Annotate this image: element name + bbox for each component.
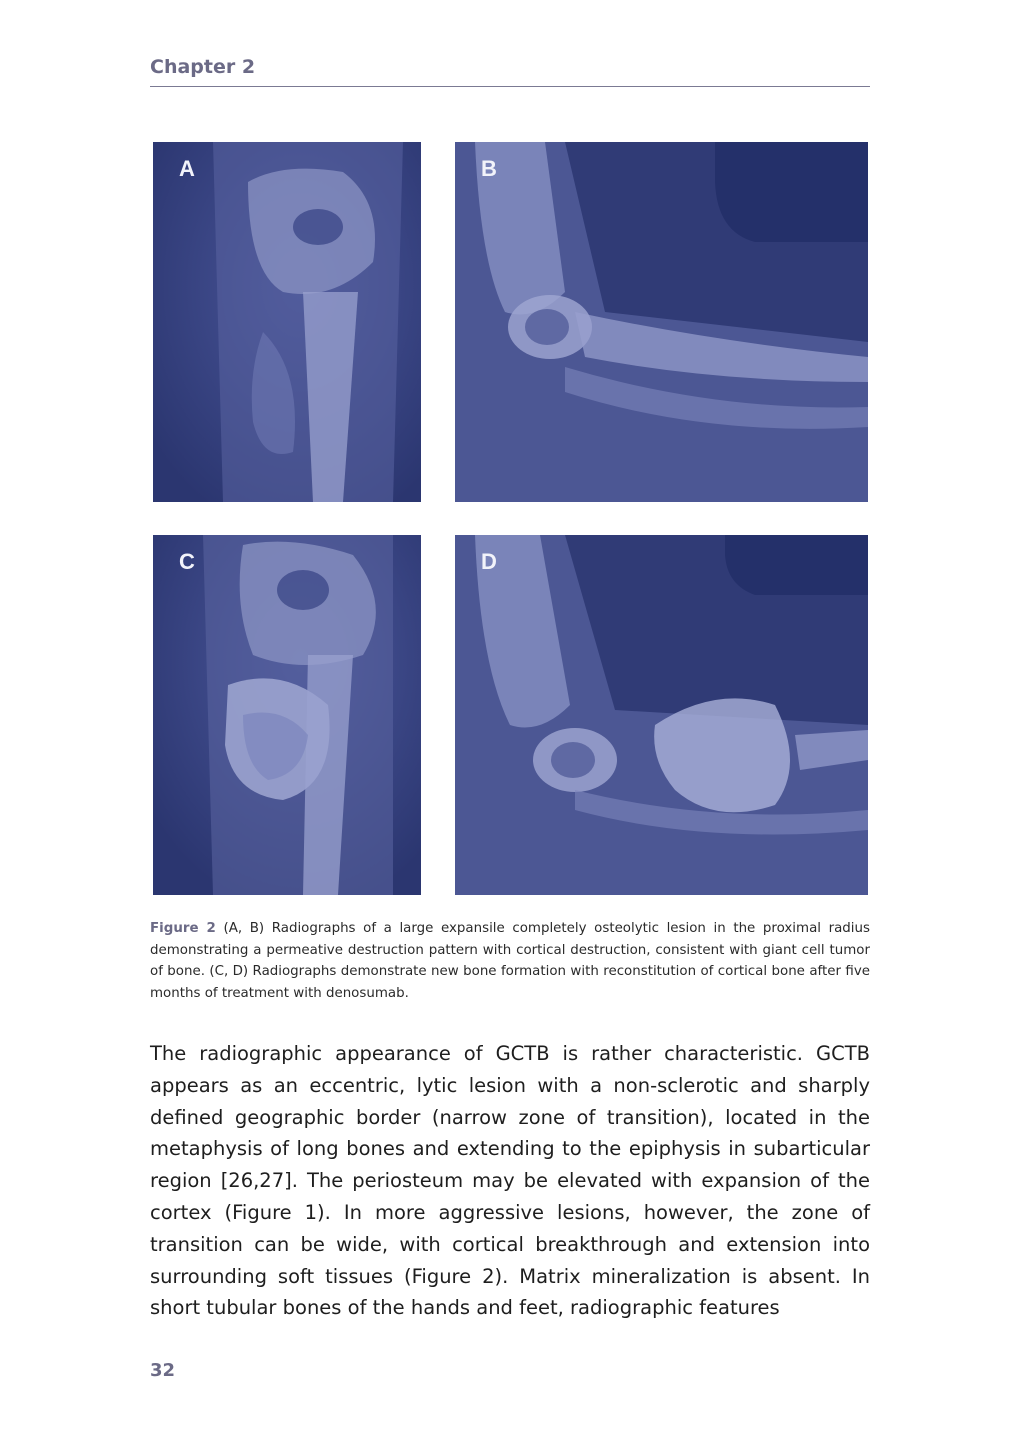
figure-caption-text: (A, B) Radiographs of a large expansile completely osteolytic lesion in the proximal radius demonstrating a permeative destruction pattern with cortical destruction, consistent with giant cell tumor of bone. (C, D) Radiographs demonstrate new bone formation with reconstitution of cortical bone after five months of treatment with denosumab. (150, 921, 870, 1001)
running-header: Chapter 2 (150, 56, 870, 87)
radiograph-b-image (455, 142, 868, 502)
panel-label-b: B (481, 156, 497, 181)
radiograph-panel-a (153, 142, 421, 502)
panel-label-a: A (179, 156, 195, 181)
radiograph-c-image (153, 535, 421, 895)
figure-caption (150, 918, 870, 1004)
radiograph-panel-d (455, 535, 868, 895)
radiograph-panel-b (455, 142, 868, 502)
radiograph-panel-c (153, 535, 421, 895)
body-paragraph: The radiographic appearance of GCTB is rather characteristic. GCTB appears as an eccentric, lytic lesion with a non-sclerotic and sharply defined geographic border (narrow zone of transition), located in the metaphysis of long bones and extending to the epiphysis in subarticular region [26,27]. The periosteum may be elevated with expansion of the cortex (Figure 1). In more aggressive lesions, however, the zone of transition can be wide, with cortical breakthrough and extension into surrounding soft tissues (Figure 2). Matrix mineralization is absent. In short tubular bones of the hands and feet, radiographic features (150, 1042, 870, 1320)
panel-label-d: D (481, 549, 497, 574)
radiograph-a-image (153, 142, 421, 502)
figure-label: Figure 2 (150, 921, 216, 936)
page-number: 32 (150, 1360, 176, 1381)
panel-label-c: C (179, 549, 195, 574)
radiograph-d-image (455, 535, 868, 895)
